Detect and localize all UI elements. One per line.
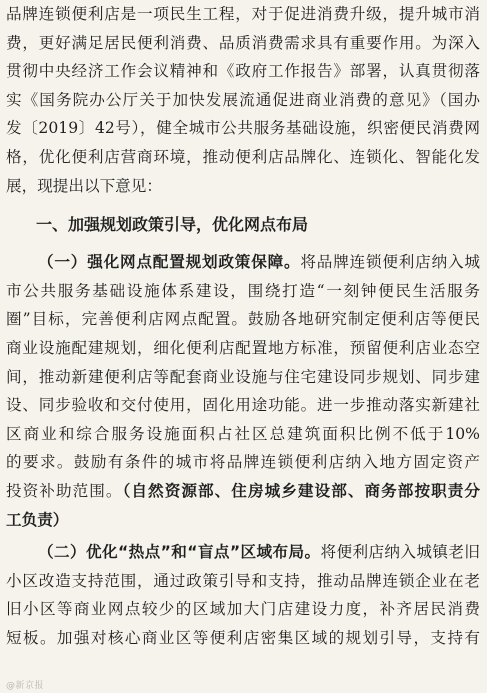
- responsibility-note: （自然资源部、住房城乡建设部、商务部按职责分: [122, 481, 480, 500]
- section-2-paragraph: [6, 538, 480, 652]
- intro-paragraph: [6, 0, 480, 200]
- text-line: [6, 538, 480, 567]
- text-line: [6, 248, 480, 277]
- subsection-label: （二）优化“热点”和“盲点”区域布局。: [38, 543, 321, 562]
- subsection-label: （一）强化网点配置规划政策保障。: [38, 253, 301, 272]
- text-line: 商业设施配建规划，细化便利店配置地方标准，预留便利店业态空: [6, 338, 480, 357]
- text-line: 格，优化便利店营商环境，推动便利店品牌化、连锁化、智能化发: [6, 147, 480, 166]
- text-line: 区商业和综合服务设施面积占社区总建筑面积比例不低于10%: [6, 424, 480, 443]
- text-line: 设、同步验收和交付使用，固化用途功能。进一步推动落实新建社: [6, 396, 480, 415]
- text-line: 发〔2019〕42号），健全城市公共服务基础设施，织密便民消费网: [6, 119, 480, 138]
- text-run: 将品牌连锁便利店纳入城: [300, 253, 480, 272]
- document-page: [6, 0, 480, 652]
- text-line: 的要求。鼓励有条件的城市将品牌连锁便利店纳入地方固定资产: [6, 453, 480, 472]
- text-line: 旧小区等商业网点较少的区域加大门店建设力度，补齐居民消费: [6, 600, 480, 619]
- text-line: [6, 477, 480, 506]
- text-line: 展，现提出以下意见：: [6, 176, 162, 195]
- source-watermark: @新京报: [6, 681, 45, 691]
- text-line: 间，推动新建便利店等配套商业设施与住宅建设同步规划、同步建: [6, 367, 480, 386]
- section-heading: 一、加强规划政策引导，优化网点布局: [36, 215, 309, 235]
- text-run: 将便利店纳入城镇老旧: [320, 543, 480, 562]
- text-line: 实《国务院办公厅关于加快发展流通促进商业消费的意见》（国办: [6, 90, 480, 109]
- text-line: 品牌连锁便利店是一项民生工程，对于促进消费升级，提升城市消: [6, 5, 480, 23]
- responsibility-note-end: 工负责）: [6, 510, 69, 529]
- text-line: 贯彻中央经济工作会议精神和《政府工作报告》部署，认真贯彻落: [6, 62, 480, 81]
- text-line: 费，更好满足居民便利消费、品质消费需求具有重要作用。为深入: [6, 33, 480, 52]
- text-run: 投资补助范围。: [6, 481, 123, 500]
- text-line: 短板。加强对核心商业区等便利店密集区域的规划引导，支持有: [6, 628, 480, 647]
- section-1-paragraph: [6, 248, 480, 534]
- text-line: 市公共服务基础设施体系建设，围绕打造“一刻钟便民生活服务: [6, 281, 480, 300]
- text-line: 圈”目标，完善便利店网点配置。鼓励各地研究制定便利店等便民: [6, 310, 480, 329]
- text-line: 小区改造支持范围，通过政策引导和支持，推动品牌连锁企业在老: [6, 571, 480, 590]
